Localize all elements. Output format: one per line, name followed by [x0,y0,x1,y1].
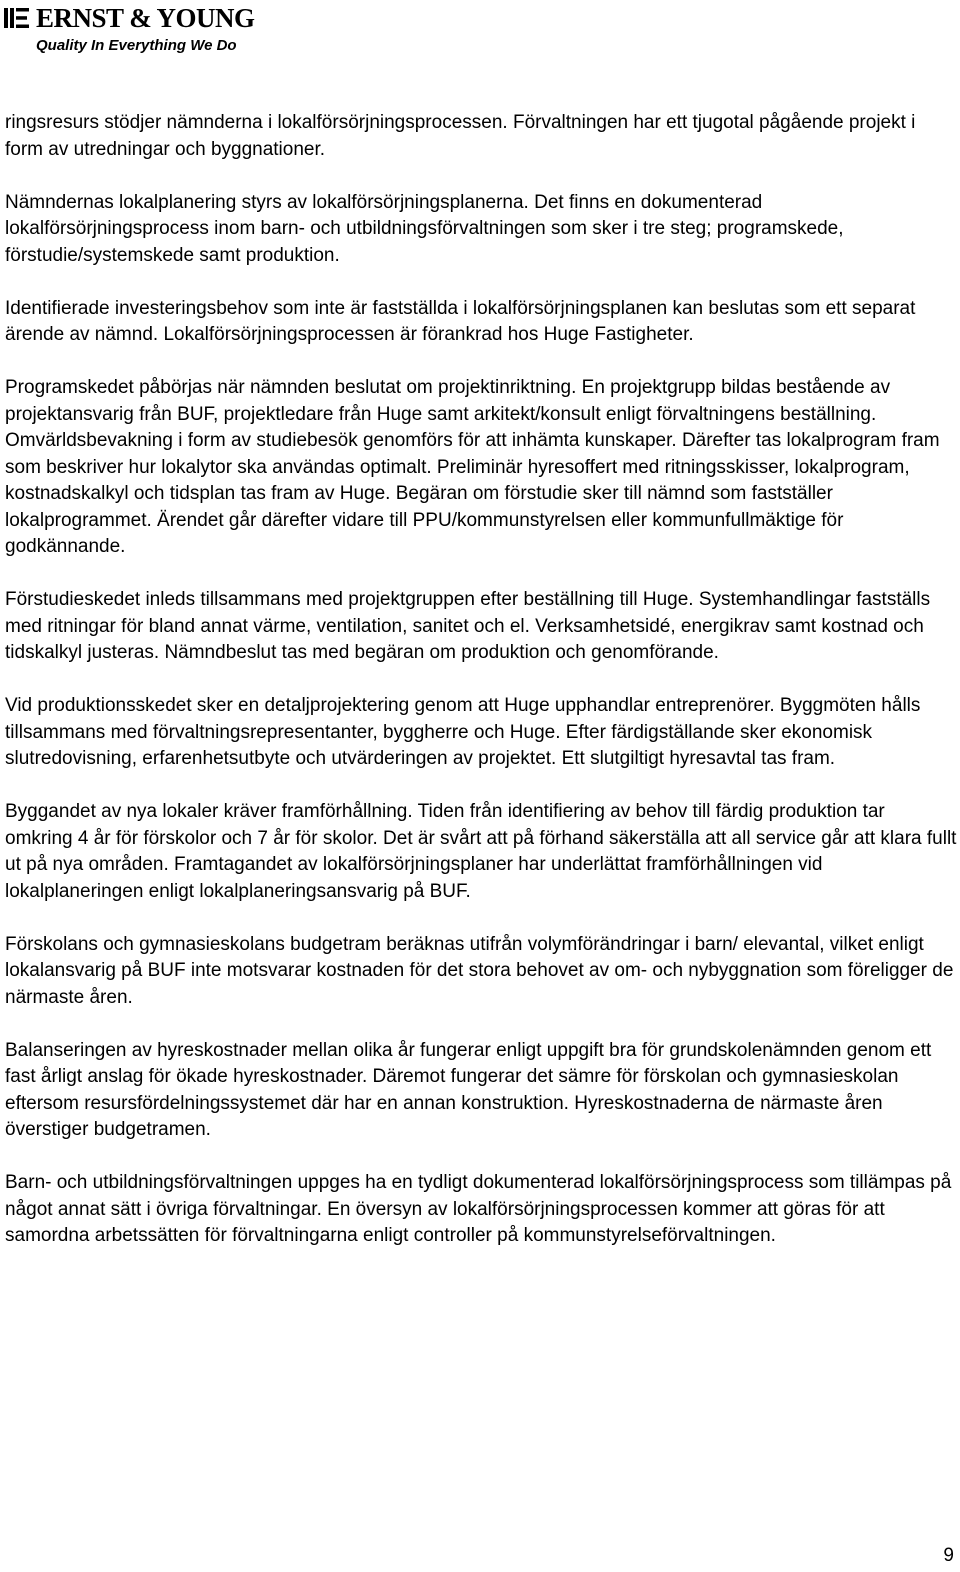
logo-tagline: Quality In Everything We Do [36,37,237,54]
paragraph: Programskedet påbörjas när nämnden beslutat om projektinriktning. En projektgrupp bildas bestående av projektansvarig från BUF, projektledare från Huge samt arkitekt/konsult enligt förvaltningens beställning. Omvärldsbevakning i form av studiebesök genomförs för att inhämta kunskaper. Därefter tas lokalprogram fram som beskriver hur lokalytor ska användas optimalt. Preliminär hyresoffert med ritningsskisser, lokalprogram, kostnadskalkyl och tidsplan tas fram av Huge. Begäran om förstudie sker till nämnd som fastställer lokalprogrammet. Ärendet går därefter vidare till PPU/kommunstyrelsen eller kommunfullmäktige för godkännande. [5,377,940,557]
company-logo [4,2,264,58]
paragraph: Förskolans och gymnasieskolans budgetram beräknas utifrån volymförändringar i barn/ elevantal, vilket enligt lokalansvarig på BUF inte motsvarar kostnaden för det stora behovet av om- och nybyggnation som föreligger de närmaste åren. [5,933,954,1008]
paragraph: Byggandet av nya lokaler kräver framförhållning. Tiden från identifiering av behov till färdig produktion tar omkring 4 år för förskolor och 7 år för skolor. Det är svårt att på förhand säkerställa att all service går att klara fullt ut på nya områden. Framtagandet av lokalförsörjningsplaner har underlättat framförhållningen vid lokalplaneringen enligt lokalplaneringsansvarig på BUF. [5,801,957,902]
paragraph: Balanseringen av hyreskostnader mellan olika år fungerar enligt uppgift bra för grundskolenämnden genom ett fast årligt anslag för ökade hyreskostnader. Däremot fungerar det sämre för förskolan och gymnasieskolan eftersom resursfördelningssystemet där har en annan konstruktion. Hyreskostnaderna de närmaste åren överstiger budgetramen. [5,1039,932,1140]
ey-logo-icon [4,6,30,30]
paragraph: Identifierade investeringsbehov som inte är fastställda i lokalförsörjningsplanen kan beslutas som ett separat ärende av nämnd. Lokalförsörjningsprocessen är förankrad hos Huge Fastigheter. [5,297,916,345]
paragraph: Nämndernas lokalplanering styrs av lokalförsörjningsplanerna. Det finns en dokumenterad lokalförsörjningsprocess inom barn- och utbildningsförvaltningen som sker i tre steg; programskede, förstudie/systemskede samt produktion. [5,191,844,266]
paragraph: ringsresurs stödjer nämnderna i lokalförsörjningsprocessen. Förvaltningen har ett tjugotal pågående projekt i form av utredningar och byggnationer. [5,112,916,160]
paragraph: Förstudieskedet inleds tillsammans med projektgruppen efter beställning till Huge. Systemhandlingar fastställs med ritningar för bland annat värme, ventilation, sanitet och el. Verksamhetsidé, energikrav samt kostnad och tidskalkyl justeras. Nämndbeslut tas med begäran om produktion och genomförande. [5,589,931,663]
logo-company-name: ERNST & YOUNG [36,3,255,33]
paragraph: Vid produktionsskedet sker en detaljprojektering genom att Huge upphandlar entreprenörer. Byggmöten hålls tillsammans med förvaltningsrepresentanter, byggherre och Huge. Efter färdigställande sker ekonomisk slutredovisning, erfarenhetsutbyte och utvärderingen av projektet. Ett slutgiltigt hyresavtal tas fram. [5,695,921,769]
page-number: 9 [943,1545,954,1566]
document-body [5,110,957,1276]
paragraph: Barn- och utbildningsförvaltningen uppges ha en tydligt dokumenterad lokalförsörjningsprocess som tillämpas på något annat sätt i övriga förvaltningar. En översyn av lokalförsörjningsprocessen kommer att göras för att samordna arbetssätten för förvaltningarna enligt controller på kommunstyrelseförvaltningen. [5,1172,952,1246]
